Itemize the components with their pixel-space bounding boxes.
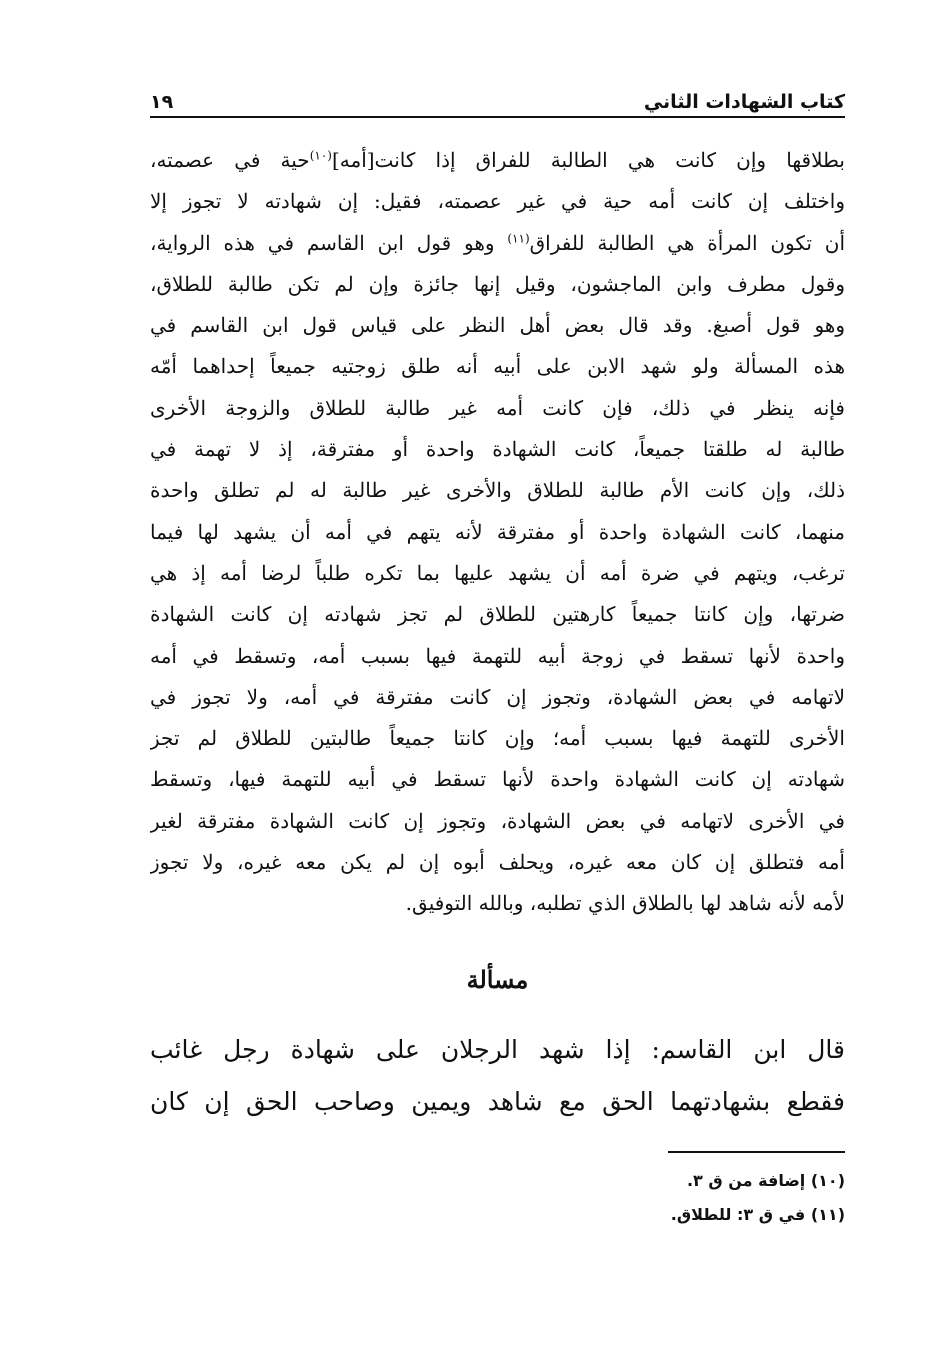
text-line: ضرتها، وإن كانتا جميعاً كارهتين للطلاق لم تجز شهادته إن كانت الشهادة bbox=[150, 602, 845, 627]
footnote-ref: (١١) bbox=[507, 230, 530, 245]
page-header bbox=[150, 84, 845, 118]
section-heading: مسألة bbox=[466, 965, 529, 994]
text-line: هذه المسألة ولو شهد الابن على أبيه أنه طلق زوجتيه جميعاً إحداهما أمّه bbox=[150, 354, 845, 379]
footnote: (١٠) إضافة من ق ٣. bbox=[686, 1171, 845, 1190]
text-line: طالبة له طلقتا جميعاً، كانت الشهادة واحدة أو مفترقة، إذ لا تهمة في bbox=[150, 437, 845, 462]
text-line: الأخرى للتهمة فيها بسبب أمه؛ وإن كانتا جميعاً طالبتين للطلاق لم تجز bbox=[150, 726, 845, 751]
text-line: منهما، كانت الشهادة واحدة أو مفترقة لأنه يتهم في أمه أن يشهد لها فيما bbox=[150, 519, 845, 544]
text-line: فقطع بشهادتهما الحق مع شاهد ويمين وصاحب الحق إن كان bbox=[150, 1087, 845, 1116]
text-line: وهو قول أصبغ. وقد قال بعض أهل النظر على قياس قول ابن القاسم في bbox=[150, 313, 845, 338]
text-line: ذلك، وإن كانت الأم طالبة للطلاق والأخرى غير طالبة له لم تطلق واحدة bbox=[150, 478, 845, 503]
text-line: واحدة لأنها تسقط في زوجة أبيه للتهمة فيها بسبب أمه، وتسقط في أمه bbox=[150, 643, 845, 668]
text-line: وقول مطرف وابن الماجشون، وقيل إنها جائزة وإن لم تكن طالبة للطلاق، bbox=[150, 271, 845, 296]
text-line: أمه فتطلق إن كان معه غيره، ويحلف أبوه إن لم يكن معه غيره، ولا تجوز bbox=[150, 850, 845, 875]
text-line: في الأخرى لاتهامه في بعض الشهادة، وتجوز إن كانت الشهادة مفترقة لغير bbox=[150, 808, 845, 833]
running-title: كتاب الشهادات الثاني bbox=[643, 91, 845, 113]
section-paragraph bbox=[150, 1024, 845, 1128]
text-line: شهادته إن كانت الشهادة واحدة لأنها تسقط في أبيه للتهمة فيها، وتسقط bbox=[150, 767, 845, 792]
main-paragraph bbox=[150, 140, 845, 925]
text-line: لاتهامه في بعض الشهادة، وتجوز إن كانت مفترقة في أمه، ولا تجوز في bbox=[150, 684, 845, 709]
footnote: (١١) في ق ٣: للطلاق. bbox=[670, 1205, 845, 1224]
page-number: ١٩ bbox=[150, 91, 174, 113]
footnote-divider bbox=[668, 1151, 845, 1153]
text-line: لأمه لأنه شاهد لها بالطلاق الذي تطلبه، وبالله التوفيق. bbox=[405, 891, 845, 916]
footnotes bbox=[500, 1164, 845, 1232]
text-line: بطلاقها وإن كانت هي الطالبة للفراق إذا كانت[أمه]$^{(١٠)}$حية في عصمته، bbox=[150, 148, 845, 172]
text-line: قال ابن القاسم: إذا شهد الرجلان على شهادة رجل غائب bbox=[150, 1035, 845, 1064]
text-line: فإنه ينظر في ذلك، فإن كانت أمه غير طالبة للطلاق والزوجة الأخرى bbox=[150, 395, 845, 420]
text-line: واختلف إن كانت أمه حية في غير عصمته، فقيل: إن شهادته لا تجوز إلا bbox=[150, 189, 845, 214]
text-line: أن تكون المرأة هي الطالبة للفراق$^{(١١)}$ وهو قول ابن القاسم في هذه الرواية، bbox=[150, 230, 845, 255]
text-line: ترغب، ويتهم في ضرة أمه أن يشهد عليها بما تكره طلباً لرضا أمه إذ هي bbox=[150, 560, 845, 585]
footnote-ref: (١٠) bbox=[309, 148, 332, 163]
